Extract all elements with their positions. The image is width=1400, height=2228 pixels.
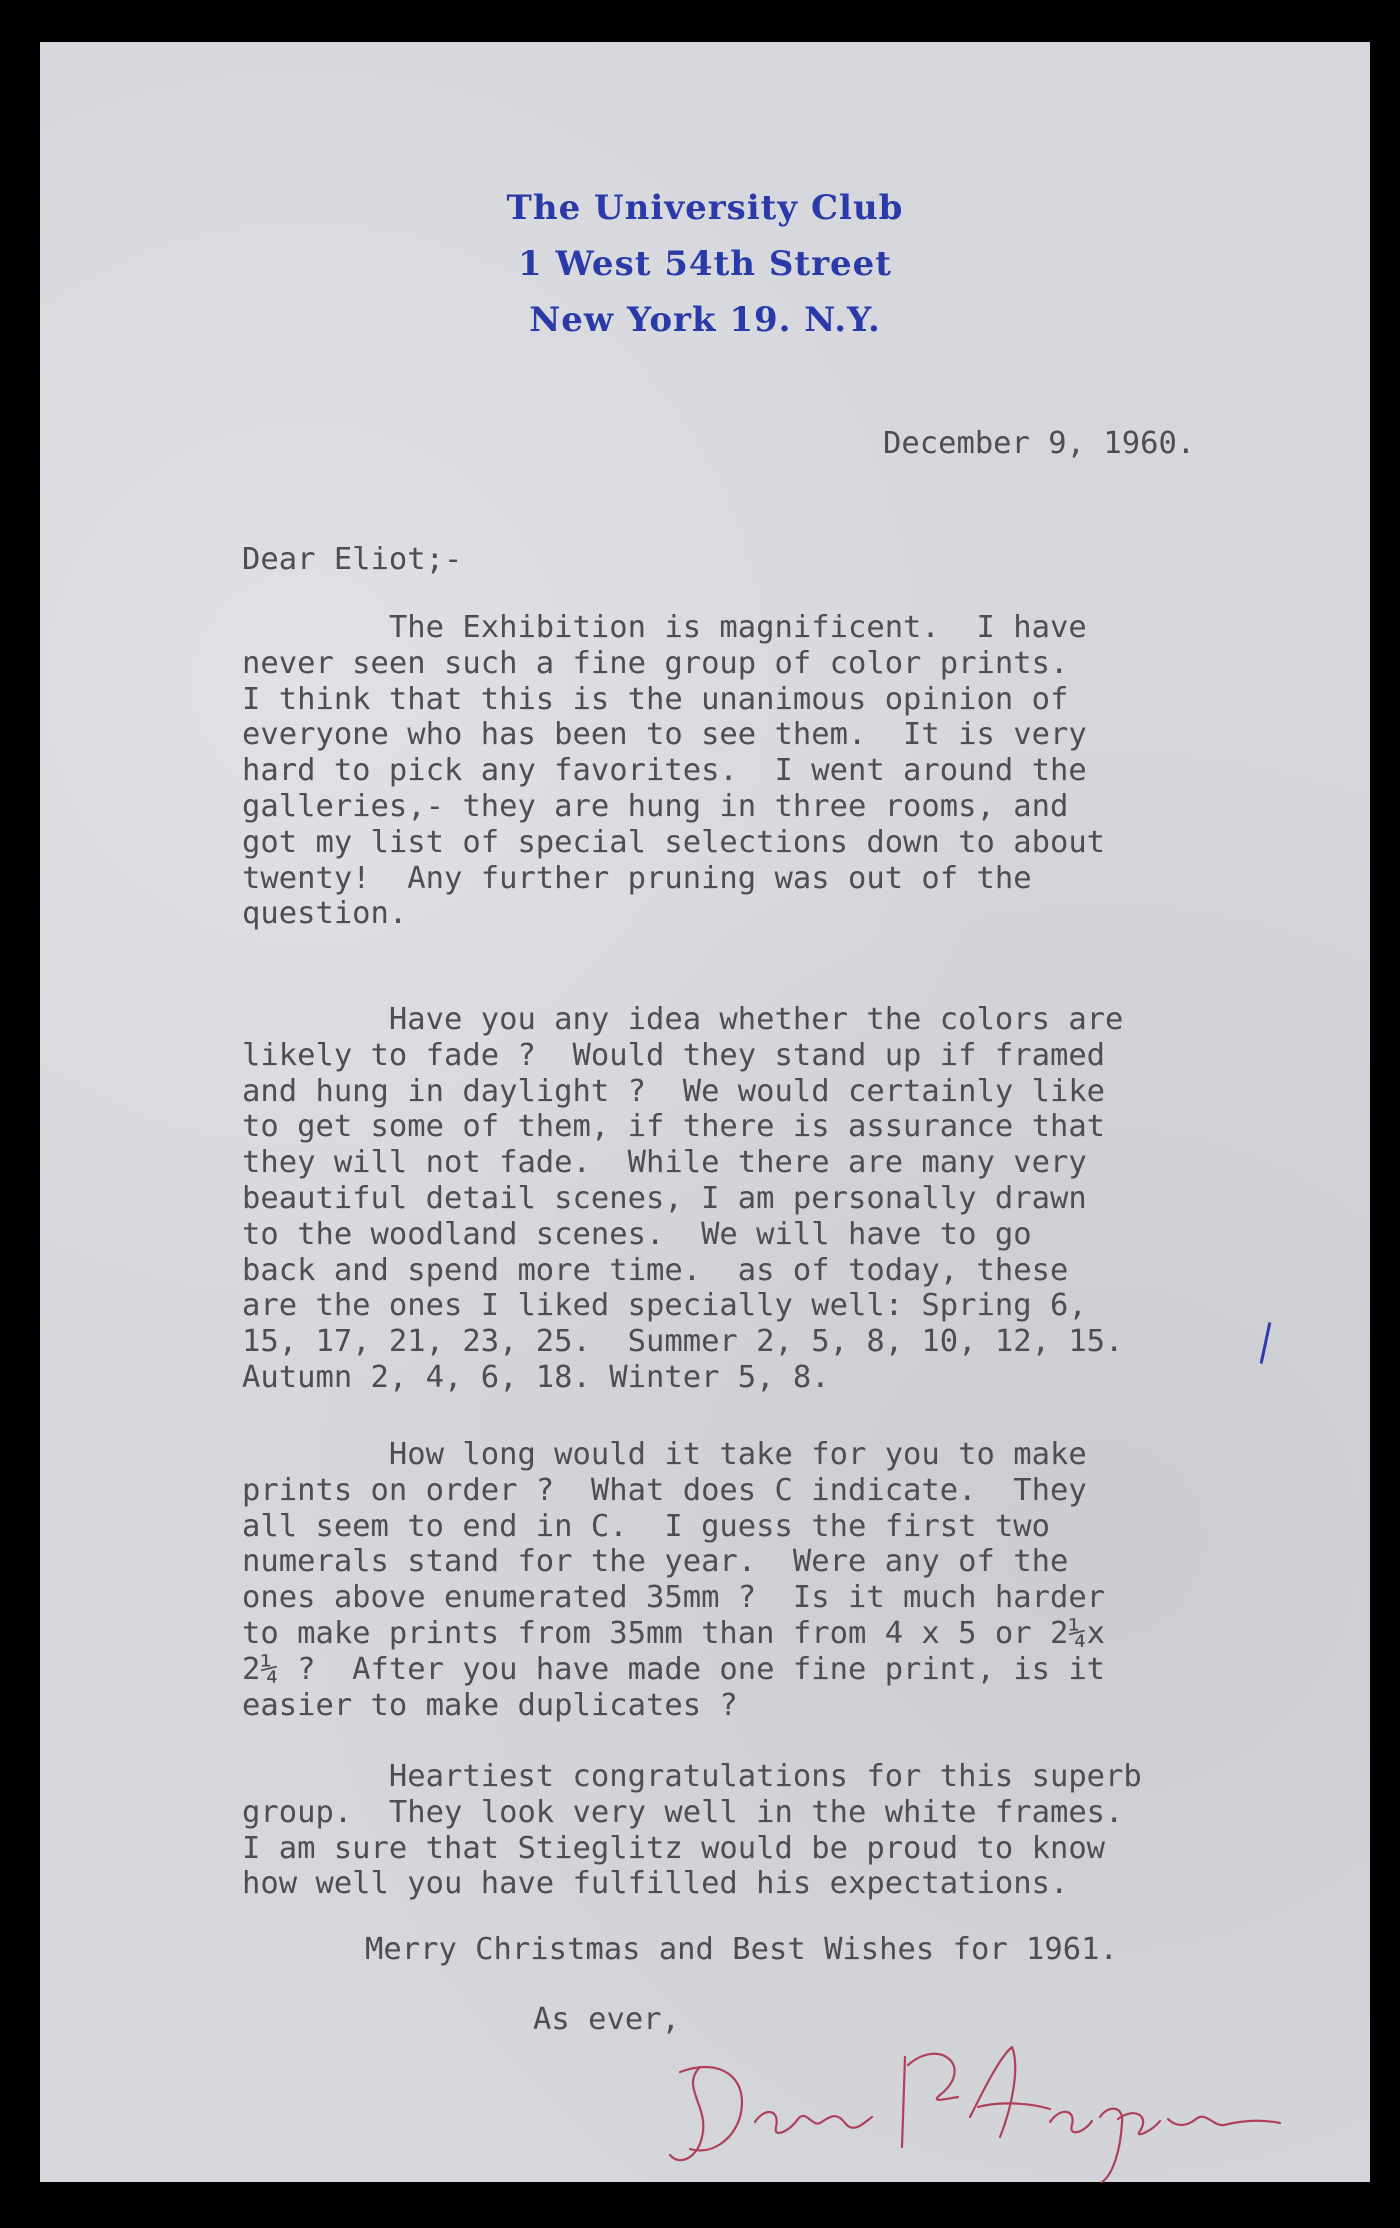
letterhead-city: New York 19. N.Y. <box>529 300 881 340</box>
paragraph-line: numerals stand for the year. Were any of the <box>242 1544 1069 1580</box>
paragraph-line: The Exhibition is magnificent. I have <box>242 610 1087 645</box>
paragraph-line: ones above enumerated 35mm ? Is it much harder <box>242 1580 1106 1616</box>
paragraph-line: to get some of them, if there is assurance that <box>242 1109 1106 1145</box>
paragraph-1 <box>242 610 1105 932</box>
paragraph-line: never seen such a fine group of color prints. <box>242 645 1069 681</box>
paragraph-4 <box>242 1759 1142 1902</box>
paragraph-line: Have you any idea whether the colors are <box>242 1002 1124 1037</box>
paragraph-line: hard to pick any favorites. I went around the <box>242 753 1087 789</box>
paragraph-line: Heartiest congratulations for this superb <box>242 1759 1142 1794</box>
paragraph-line: How long would it take for you to make <box>242 1437 1087 1472</box>
closing-wishes: Merry Christmas and Best Wishes for 1961. <box>365 1932 1118 1967</box>
valediction: As ever, <box>533 2002 680 2037</box>
paragraph-line: Autumn 2, 4, 6, 18. Winter 5, 8. <box>242 1359 830 1395</box>
paragraph-line: 15, 17, 21, 23, 25. Summer 2, 5, 8, 10, 12, 15. <box>242 1324 1124 1360</box>
paragraph-line: prints on order ? What does C indicate. They <box>242 1472 1087 1508</box>
paragraph-line: question. <box>242 896 408 932</box>
paragraph-line: I think that this is the unanimous opinion of <box>242 681 1069 717</box>
paragraph-line: got my list of special selections down to about <box>242 824 1106 860</box>
paragraph-3 <box>242 1437 1105 1723</box>
paragraph-line: likely to fade ? Would they stand up if framed <box>242 1037 1106 1073</box>
paragraph-line: to make prints from 35mm than from 4 x 5 or 2¼x <box>242 1615 1106 1651</box>
paragraph-line: everyone who has been to see them. It is very <box>242 717 1087 753</box>
paragraph-line: back and spend more time. as of today, these <box>242 1252 1069 1288</box>
paragraph-line: galleries,- they are hung in three rooms, and <box>242 788 1069 824</box>
letter-date: December 9, 1960. <box>883 426 1196 461</box>
paragraph-line: they will not fade. While there are many very <box>242 1145 1087 1181</box>
paragraph-line: 2¼ ? After you have made one fine print, is it <box>242 1651 1106 1687</box>
paragraph-line: I am sure that Stieglitz would be proud to know <box>242 1830 1106 1866</box>
paragraph-line: to the woodland scenes. We will have to go <box>242 1216 1032 1252</box>
letterhead-club-name: The University Club <box>506 188 904 228</box>
paragraph-2 <box>242 1002 1123 1396</box>
paragraph-line: group. They look very well in the white frames. <box>242 1794 1124 1830</box>
paragraph-line: all seem to end in C. I guess the first two <box>242 1508 1050 1544</box>
paragraph-line: beautiful detail scenes, I am personally drawn <box>242 1180 1087 1216</box>
letterhead-street: 1 West 54th Street <box>518 244 892 284</box>
paragraph-line: twenty! Any further pruning was out of the <box>242 860 1032 896</box>
paragraph-line: and hung in daylight ? We would certainly like <box>242 1073 1106 1109</box>
paragraph-line: are the ones I liked specially well: Spring 6, <box>242 1288 1087 1324</box>
salutation: Dear Eliot;- <box>242 542 463 577</box>
paragraph-line: easier to make duplicates ? <box>242 1687 738 1723</box>
handwritten-signature <box>640 2027 1340 2187</box>
letter-sheet <box>40 42 1370 2182</box>
margin-check-mark <box>1260 1322 1272 1364</box>
paragraph-line: how well you have fulfilled his expectations. <box>242 1866 1069 1902</box>
